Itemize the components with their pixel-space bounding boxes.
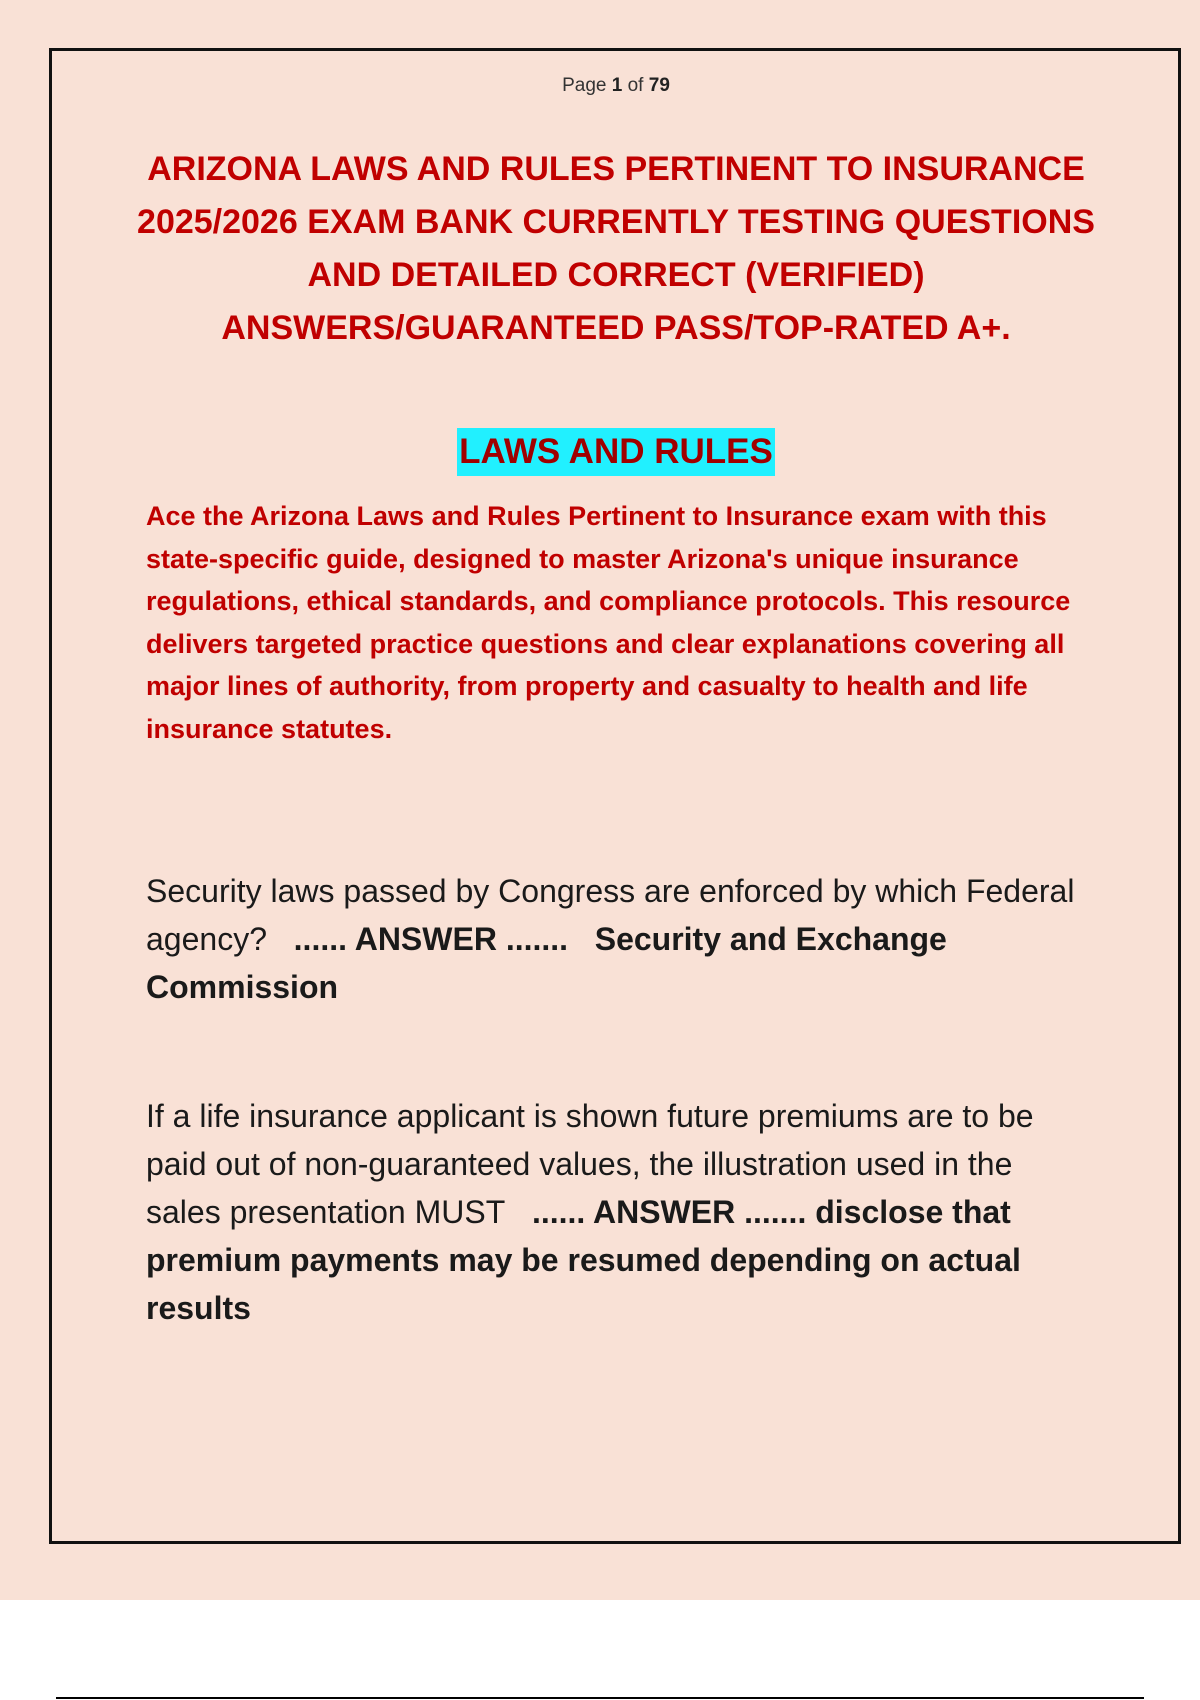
page-indicator (0, 75, 1200, 97)
answer-text: disclose that premium payments may be resumed depending on actual results (146, 1194, 1021, 1326)
question-block (146, 1092, 1086, 1332)
question-block (146, 867, 1086, 1011)
intro-paragraph: Ace the Arizona Laws and Rules Pertinent to Insurance exam with this state-specific guide, designed to master Arizona's unique insurance regulations, ethical standards, and compliance protocols. This resource delivers targeted practice questions and clear explanations covering all major lines of authority, from property and casualty to health and life insurance statutes. (146, 501, 1071, 744)
question-text: Security laws passed by Congress are enforced by which Federal agency? (146, 873, 1075, 957)
page-total: 79 (648, 75, 670, 96)
answer-separator: ...... ANSWER ....... (531, 1194, 807, 1230)
page-of: of (627, 75, 644, 96)
footer-rule (56, 1697, 1144, 1699)
answer-separator: ...... ANSWER ....... (293, 921, 569, 957)
section-heading-wrap (0, 428, 1200, 476)
question-text: If a life insurance applicant is shown future premiums are to be paid out of non-guaranteed values, the illustration used in the sales presentation MUST (146, 1098, 1034, 1230)
document-title: ARIZONA LAWS AND RULES PERTINENT TO INSURANCE 2025/2026 EXAM BANK CURRENTLY TESTING QUESTIONS AND DETAILED CORRECT (VERIFIED) ANSWERS/GUARANTEED PASS/TOP-RATED A+. (137, 150, 1095, 347)
answer-text: Security and Exchange Commission (146, 921, 947, 1005)
section-heading: LAWS AND RULES (457, 428, 775, 476)
page-current: 1 (611, 75, 623, 96)
page-prefix: Page (562, 75, 607, 96)
